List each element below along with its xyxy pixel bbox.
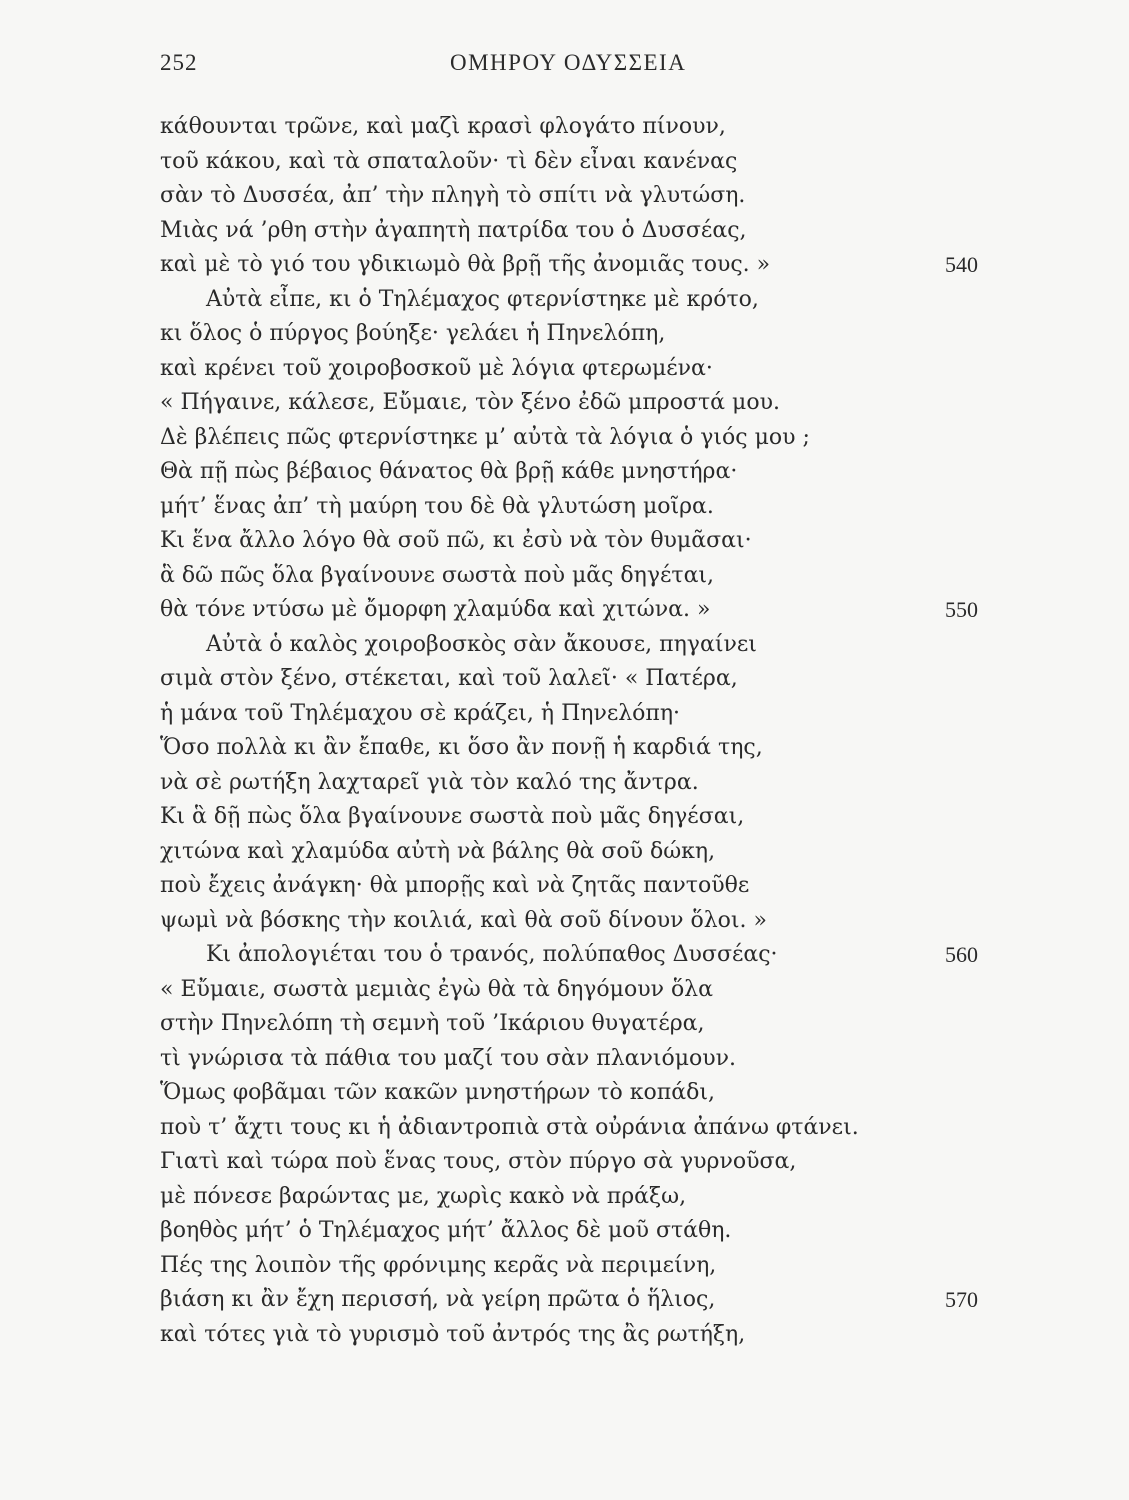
verse-line bbox=[160, 1145, 1000, 1180]
verse-text: Αὐτὰ εἶπε, κι ὁ Τηλέμαχος φτερνίστηκε μὲ κρότο, bbox=[206, 286, 759, 312]
verse-text: μήτ’ ἕνας ἀπ’ τὴ μαύρη του δὲ θὰ γλυτώση μοῖρα. bbox=[160, 493, 714, 519]
verse-line bbox=[160, 524, 1000, 559]
verse-text: μὲ πόνεσε βαρώντας με, χωρὶς κακὸ νὰ πράξω, bbox=[160, 1183, 687, 1209]
verse-line bbox=[160, 248, 1000, 283]
verse-text: « Εὔμαιε, σωστὰ μεμιὰς ἐγὼ θὰ τὰ δηγόμουν ὅλα bbox=[160, 976, 713, 1002]
verse-line bbox=[160, 1318, 1000, 1353]
verse-line bbox=[160, 973, 1000, 1008]
line-number: 550 bbox=[945, 597, 978, 622]
verse-text: ἃ δῶ πῶς ὅλα βγαίνουνε σωστὰ ποὺ μᾶς δηγέται, bbox=[160, 562, 715, 588]
verse-text: βοηθὸς μήτ’ ὁ Τηλέμαχος μήτ’ ἄλλος δὲ μοῦ στάθη. bbox=[160, 1218, 732, 1243]
verse-text: κι ὅλος ὁ πύργος βούηξε· γελάει ἡ Πηνελόπη, bbox=[160, 321, 666, 346]
verse-text: νὰ σὲ ρωτήξη λαχταρεῖ γιὰ τὸν καλό της ἄντρα. bbox=[160, 769, 699, 795]
verse-line bbox=[160, 1076, 1000, 1111]
verse-text: καὶ τότες γιὰ τὸ γυρισμὸ τοῦ ἀντρός της ἂς ρωτήξη, bbox=[160, 1321, 746, 1347]
verse-line bbox=[160, 386, 1000, 421]
verse-text: ποὺ ἔχεις ἀνάγκη· θὰ μπορῇς καὶ νὰ ζητᾶς παντοῦθε bbox=[160, 873, 750, 898]
verse-line bbox=[160, 1042, 1000, 1077]
verse-line bbox=[160, 283, 1000, 318]
verse-text: τὶ γνώρισα τὰ πάθια του μαζί του σὰν πλανιόμουν. bbox=[160, 1045, 737, 1071]
verse-text: κάθουνται τρῶνε, καὶ μαζὶ κρασὶ φλογάτο πίνουν, bbox=[160, 114, 726, 139]
verse-line bbox=[160, 110, 1000, 145]
verse-block bbox=[160, 110, 1000, 1352]
page-header bbox=[160, 50, 920, 82]
verse-line bbox=[160, 490, 1000, 525]
verse-text: Κι ἃ δῇ πὼς ὅλα βγαίνουνε σωστὰ ποὺ μᾶς δηγέσαι, bbox=[160, 804, 745, 829]
verse-text: Μιὰς νά ’ρθη στὴν ἀγαπητὴ πατρίδα του ὁ Δυσσέας, bbox=[160, 217, 747, 243]
verse-text: ποὺ τ’ ἄχτι τους κι ἡ ἀδιαντροπιὰ στὰ οὐράνια ἀπάνω φτάνει. bbox=[160, 1114, 859, 1140]
verse-line bbox=[160, 317, 1000, 352]
verse-text: τοῦ κάκου, καὶ τὰ σπαταλοῦν· τὶ δὲν εἶναι κανένας bbox=[160, 148, 738, 174]
verse-line bbox=[160, 593, 1000, 628]
verse-line bbox=[160, 455, 1000, 490]
verse-text: Ὅμως φοβᾶμαι τῶν κακῶν μνηστήρων τὸ κοπάδι, bbox=[160, 1080, 715, 1105]
verse-line bbox=[160, 145, 1000, 180]
line-number: 570 bbox=[945, 1287, 978, 1312]
verse-text: ψωμὶ νὰ βόσκης τὴν κοιλιά, καὶ θὰ σοῦ δίνουν ὅλοι. » bbox=[160, 907, 767, 933]
verse-line bbox=[160, 1007, 1000, 1042]
verse-text: σιμὰ στὸν ξένο, στέκεται, καὶ τοῦ λαλεῖ· « Πατέρα, bbox=[160, 666, 738, 691]
verse-line bbox=[160, 179, 1000, 214]
verse-text: σὰν τὸ Δυσσέα, ἀπ’ τὴν πληγὴ τὸ σπίτι νὰ γλυτώση. bbox=[160, 183, 746, 208]
verse-text: στὴν Πηνελόπη τὴ σεμνὴ τοῦ ’Ικάριου θυγατέρα, bbox=[160, 1011, 705, 1036]
verse-text: Κι ἕνα ἄλλο λόγο θὰ σοῦ πῶ, κι ἐσὺ νὰ τὸν θυμᾶσαι· bbox=[160, 528, 752, 553]
verse-line bbox=[160, 1214, 1000, 1249]
line-number: 560 bbox=[945, 942, 978, 967]
verse-text: Πές της λοιπὸν τῆς φρόνιμης κερᾶς νὰ περιμείνη, bbox=[160, 1252, 717, 1278]
line-number: 540 bbox=[945, 252, 978, 277]
verse-line bbox=[160, 1111, 1000, 1146]
verse-line bbox=[160, 662, 1000, 697]
verse-text: Γιατὶ καὶ τώρα ποὺ ἕνας τους, στὸν πύργο σὰ γυρνοῦσα, bbox=[160, 1149, 797, 1174]
verse-line bbox=[160, 869, 1000, 904]
verse-line bbox=[160, 352, 1000, 387]
verse-line bbox=[160, 731, 1000, 766]
verse-line bbox=[160, 938, 1000, 973]
verse-line bbox=[160, 559, 1000, 594]
page-number: 252 bbox=[160, 50, 198, 75]
verse-text: Δὲ βλέπεις πῶς φτερνίστηκε μ’ αὐτὰ τὰ λόγια ὁ γιός μου ; bbox=[160, 424, 810, 450]
verse-line bbox=[160, 697, 1000, 732]
verse-line bbox=[160, 1180, 1000, 1215]
verse-line bbox=[160, 766, 1000, 801]
verse-line bbox=[160, 1249, 1000, 1284]
verse-text: καὶ κρένει τοῦ χοιροβοσκοῦ μὲ λόγια φτερωμένα· bbox=[160, 355, 713, 381]
verse-line bbox=[160, 421, 1000, 456]
verse-line bbox=[160, 214, 1000, 249]
verse-text: χιτώνα καὶ χλαμύδα αὐτὴ νὰ βάλης θὰ σοῦ δώκη, bbox=[160, 838, 716, 864]
running-title: ΟΜΗΡΟΥ ΟΔΥΣΣΕΙΑ bbox=[450, 50, 687, 75]
verse-text: Θὰ πῇ πὼς βέβαιος θάνατος θὰ βρῇ κάθε μνηστήρα· bbox=[160, 459, 738, 484]
verse-text: θὰ τόνε ντύσω μὲ ὄμορφη χλαμύδα καὶ χιτώνα. » bbox=[160, 597, 711, 622]
verse-line bbox=[160, 1283, 1000, 1318]
verse-line bbox=[160, 800, 1000, 835]
verse-line bbox=[160, 904, 1000, 939]
verse-text: Ὅσο πολλὰ κι ἂν ἔπαθε, κι ὅσο ἂν πονῇ ἡ καρδιά της, bbox=[160, 735, 763, 760]
verse-text: « Πήγαινε, κάλεσε, Εὔμαιε, τὸν ξένο ἐδῶ μπροστά μου. bbox=[160, 390, 780, 415]
verse-line bbox=[160, 628, 1000, 663]
verse-text: βιάση κι ἂν ἔχη περισσή, νὰ γείρη πρῶτα ὁ ἥλιος, bbox=[160, 1287, 716, 1312]
verse-text: Αὐτὰ ὁ καλὸς χοιροβοσκὸς σὰν ἄκουσε, πηγαίνει bbox=[206, 631, 757, 657]
verse-text: καὶ μὲ τὸ γιό του γδικιωμὸ θὰ βρῇ τῆς ἀνομιᾶς τους. » bbox=[160, 252, 771, 277]
verse-text: Κι ἀπολογιέται του ὁ τρανός, πολύπαθος Δυσσέας· bbox=[206, 942, 778, 967]
verse-line bbox=[160, 835, 1000, 870]
verse-text: ἡ μάνα τοῦ Τηλέμαχου σὲ κράζει, ἡ Πηνελόπη· bbox=[160, 700, 681, 726]
